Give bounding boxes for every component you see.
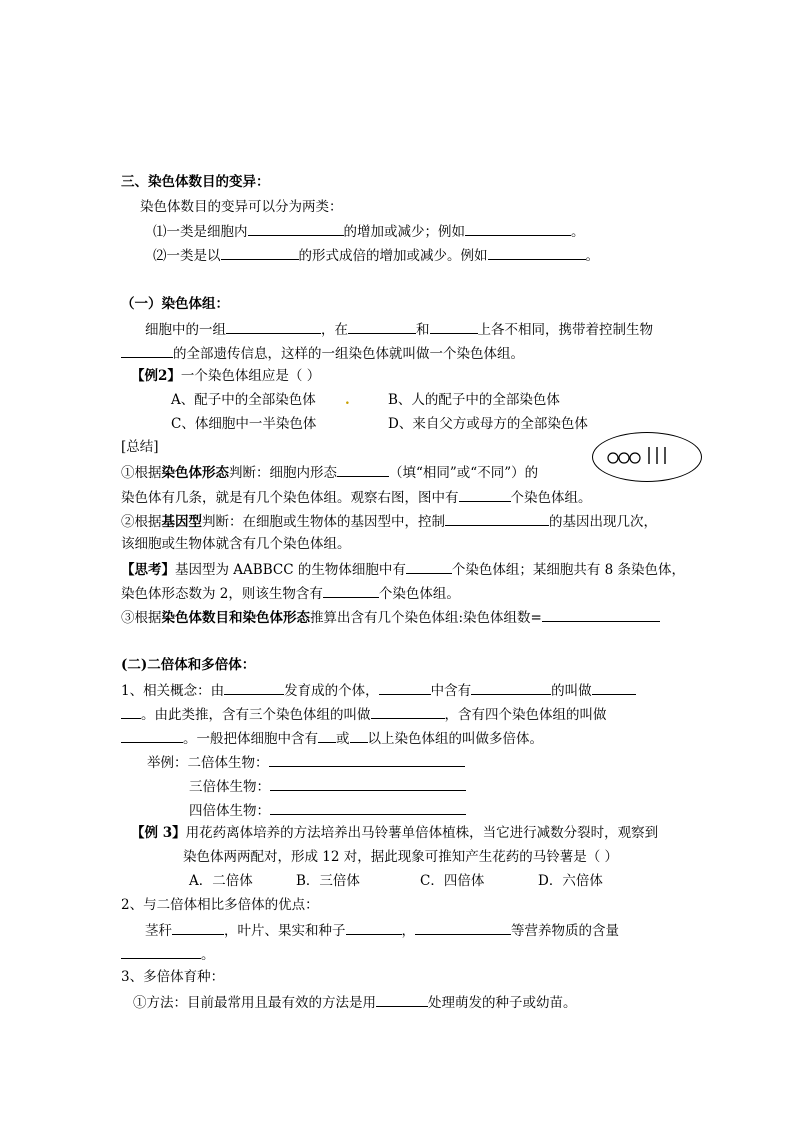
concept1-blank-1[interactable]	[224, 680, 284, 695]
rule1-blank-2[interactable]	[459, 487, 511, 502]
tetraploid-blank[interactable]	[270, 800, 466, 815]
think-text-b: 个染色体组；某细胞共有 8 条染色体，	[451, 562, 686, 578]
advantage-line-2	[121, 944, 215, 964]
adv-blank-3[interactable]	[415, 920, 511, 935]
type1-line	[153, 221, 585, 241]
def1-text-d: 上各不相同，携带着控制生物	[477, 322, 653, 338]
example2-label: 【例2】	[131, 368, 181, 384]
type2-text-b: 的形式成倍的增加或减少。例如	[298, 248, 488, 264]
example3-line-2: 染色体两两配对，形成 12 对，据此现象可推知产生花药的马铃薯是（ ）	[183, 849, 619, 865]
rule1-text-e: 染色体有几条，就是有几个染色体组。观察右图，图中有	[121, 490, 459, 506]
concept3-blank-3[interactable]	[350, 728, 368, 743]
think-text-c: 染色体形态数为 2，则该生物含有	[121, 586, 323, 602]
def1-blank-2[interactable]	[348, 319, 416, 334]
think-blank-1[interactable]	[406, 559, 452, 574]
ring-chromosome-3	[630, 453, 640, 463]
concept1-text-c: 中含有	[430, 683, 472, 699]
def1-text-c: 和	[416, 322, 430, 338]
tetraploid-label: 四倍体生物：	[189, 803, 270, 819]
concept3-text-d: 以上染色体组的叫做多倍体。	[367, 731, 543, 747]
concept2-text-c: ，含有四个染色体组的叫做	[444, 707, 607, 723]
type2-blank-2[interactable]	[488, 245, 586, 260]
diploid-label: 二倍体生物：	[187, 755, 269, 771]
cell-diagram	[592, 432, 702, 482]
type2-text-c: 。	[585, 248, 599, 264]
example3-text-1: 用花药离体培养的方法培养出马铃薯单倍体植株，当它进行减数分裂时，观察到	[185, 825, 659, 841]
example3-label: 【例 3】	[131, 825, 186, 841]
rule2-text-c: 判断：在细胞或生物体的基因型中，控制	[202, 514, 445, 530]
breed-text-a: ①方法：目前最常用且最有效的方法是用	[133, 995, 376, 1011]
concept-line-3	[121, 728, 543, 748]
triploid-blank[interactable]	[270, 776, 466, 791]
type1-text-c: 。	[571, 224, 585, 240]
concept2-blank-1[interactable]	[121, 704, 141, 719]
type1-blank-1[interactable]	[248, 221, 344, 236]
concept2-text-b: 。由此类推，含有三个染色体组的叫做	[141, 707, 371, 723]
def-line-1	[145, 319, 653, 339]
advantage-heading: 2、与二倍体相比多倍体的优点：	[121, 897, 319, 913]
summary-label: [总结]	[121, 439, 159, 455]
concept-line-1	[121, 680, 636, 700]
adv-text-e: 。	[201, 947, 215, 963]
example3-line-1	[131, 824, 658, 842]
type2-line	[153, 245, 599, 265]
concept1-text-d: 的叫做	[551, 683, 592, 699]
concept1-blank-3[interactable]	[471, 680, 551, 695]
rule2-line-1	[121, 511, 657, 531]
rule1-line-2	[121, 487, 592, 507]
def1-blank-3[interactable]	[430, 319, 478, 334]
part2-heading: (二)二倍体和多倍体：	[121, 657, 256, 673]
example-row-3	[189, 800, 466, 820]
triploid-label: 三倍体生物：	[189, 779, 270, 795]
adv-text-b: ，叶片、果实和种子	[224, 923, 346, 939]
breed-text-b: 处理萌发的种子或幼苗。	[428, 995, 577, 1011]
example2-option-c[interactable]: C、体细胞中一半染色体	[171, 416, 317, 432]
concept1-blank-2[interactable]	[379, 680, 431, 695]
type1-text-a: ⑴一类是细胞内	[153, 224, 248, 240]
rule1-line-1	[121, 462, 538, 482]
rule1-blank-1[interactable]	[337, 462, 389, 477]
adv-blank-4[interactable]	[121, 944, 201, 959]
adv-text-c: ，	[401, 923, 415, 939]
concept3-blank-2[interactable]	[318, 728, 336, 743]
example-row-1	[147, 752, 465, 772]
think-text-d: 个染色体组。	[378, 586, 460, 602]
breeding-heading: 3、多倍体育种：	[121, 969, 225, 985]
example3-option-c[interactable]: C．四倍体	[420, 873, 485, 889]
def-line-2	[121, 343, 524, 363]
think-text-a: 基因型为 AABBCC 的生物体细胞中有	[175, 562, 406, 578]
rule3-key: 染色体数目和染色体形态	[161, 610, 310, 626]
part1-heading: （一）染色体组：	[121, 296, 229, 312]
breed-blank[interactable]	[376, 992, 428, 1007]
think-line-1	[121, 559, 685, 579]
rule3-line	[121, 607, 660, 627]
def2-text: 的全部遗传信息，这样的一组染色体就叫做一个染色体组。	[173, 346, 524, 362]
example3-option-d[interactable]: D．六倍体	[538, 873, 603, 889]
concept3-text-b: 。一般把体细胞中含有	[183, 731, 318, 747]
think-label: 【思考】	[121, 562, 175, 578]
rule1-text-d: （填“相同”或“不同”）的	[389, 465, 539, 481]
section-intro: 染色体数目的变异可以分为两类：	[140, 199, 343, 215]
ring-chromosome-1	[608, 453, 618, 463]
example2-text: 一个染色体组应是（ ）	[180, 368, 321, 384]
rule3-blank[interactable]	[542, 607, 660, 622]
advantage-line-1	[145, 920, 619, 940]
diploid-blank[interactable]	[269, 752, 465, 767]
example-row-2	[189, 776, 466, 796]
example2-option-a[interactable]: A、配子中的全部染色体	[171, 392, 316, 408]
rule2-line-2: 该细胞或生物体就含有几个染色体组。	[121, 536, 351, 552]
concept3-blank-1[interactable]	[121, 728, 183, 743]
concept1-text-a: 1、相关概念：由	[121, 683, 225, 699]
adv-text-d: 等营养物质的含量	[511, 923, 619, 939]
ring-chromosome-2	[619, 453, 629, 463]
example-label: 举例：	[147, 755, 188, 771]
concept3-text-c: 或	[336, 731, 350, 747]
def1-blank-1[interactable]	[226, 319, 321, 334]
rule1-text-c: 判断：细胞内形态	[229, 465, 337, 481]
rule1-key: 染色体形态	[161, 465, 229, 481]
think-blank-2[interactable]	[323, 583, 379, 598]
rule1-text-f: 个染色体组。	[510, 490, 592, 506]
think-line-2	[121, 583, 460, 603]
example2-option-d[interactable]: D、来自父方或母方的全部染色体	[388, 416, 588, 432]
rule2-text-a: ②根据	[121, 514, 162, 530]
rule1-text-a: ①根据	[121, 465, 162, 481]
rule2-text-d: 的基因出现几次，	[549, 514, 657, 530]
def2-blank-1[interactable]	[121, 343, 173, 358]
rule2-blank[interactable]	[445, 511, 549, 526]
rule2-key: 基因型	[161, 514, 202, 530]
adv-text-a: 茎秆	[145, 923, 172, 939]
example3-option-a[interactable]: A．二倍体	[189, 873, 253, 889]
section-heading: 三、染色体数目的变异：	[121, 174, 270, 190]
breeding-method-line	[133, 992, 577, 1012]
type2-text-a: ⑵一类是以	[153, 248, 221, 264]
rule3-text-a: ③根据	[121, 610, 162, 626]
type2-blank-1[interactable]	[221, 245, 299, 260]
rule3-text-c: 推算出含有几个染色体组:染色体组数=	[310, 610, 542, 626]
adv-blank-1[interactable]	[172, 920, 224, 935]
type1-text-b: 的增加或减少；例如	[343, 224, 465, 240]
example2-option-b[interactable]: B、人的配子中的全部染色体	[388, 392, 560, 408]
def1-text-a: 细胞中的一组	[145, 322, 226, 338]
dot-mark: .	[345, 392, 350, 408]
concept1-blank-4[interactable]	[592, 680, 636, 695]
concept2-blank-2[interactable]	[371, 704, 445, 719]
concept-line-2	[121, 704, 607, 724]
adv-blank-2[interactable]	[346, 920, 402, 935]
cell-chromosomes	[593, 433, 701, 481]
concept1-text-b: 发育成的个体，	[284, 683, 379, 699]
example2-question	[131, 367, 320, 385]
type1-blank-2[interactable]	[465, 221, 571, 236]
def1-text-b: ，在	[321, 322, 348, 338]
example3-option-b[interactable]: B．三倍体	[296, 873, 360, 889]
